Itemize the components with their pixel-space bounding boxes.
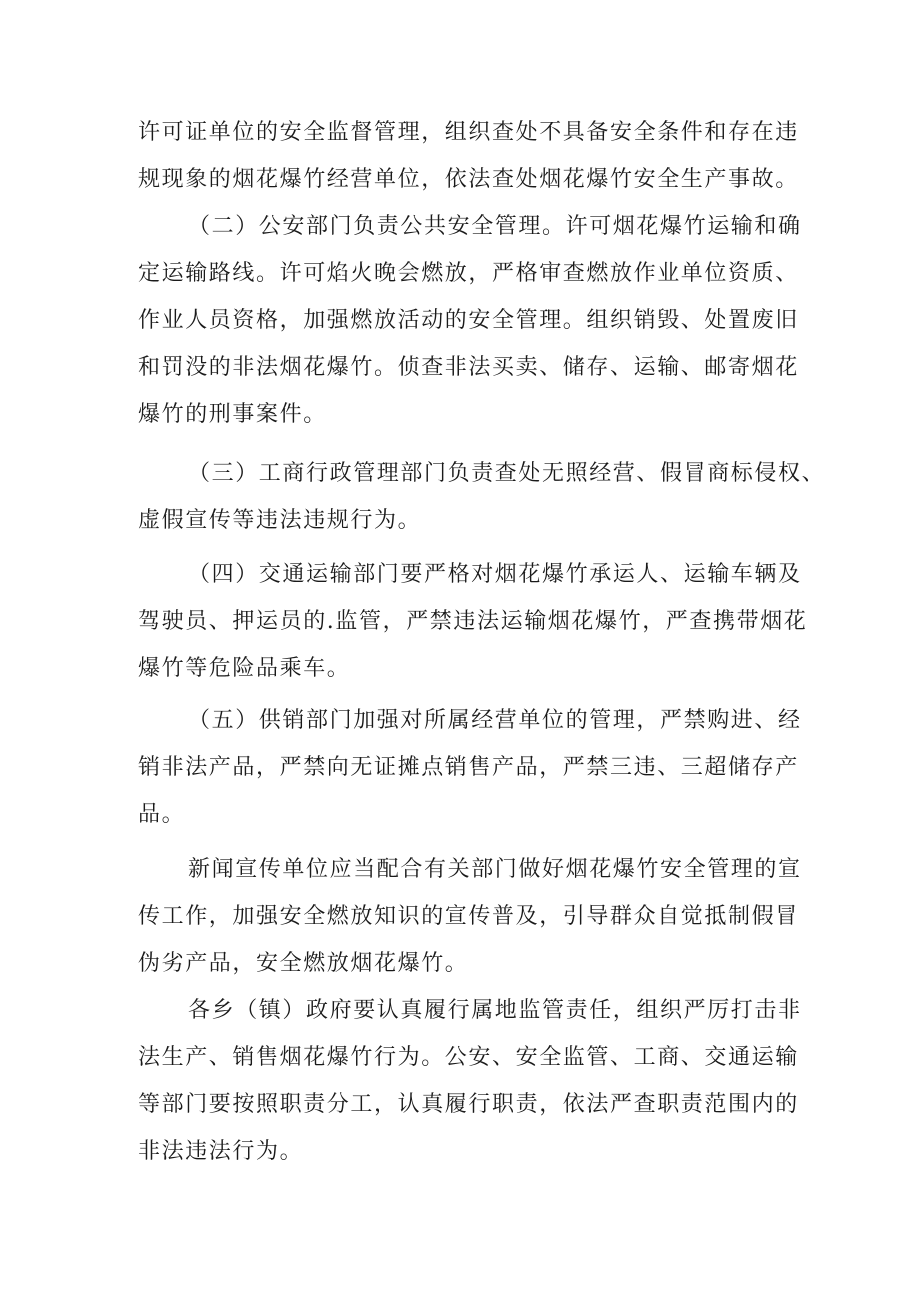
paragraph-line: 传工作，加强安全燃放知识的宣传普及，引导群众自觉抵制假冒	[138, 904, 799, 929]
paragraph-line: 非法违法行为。	[138, 1139, 304, 1164]
paragraph-line: 作业人员资格，加强燃放活动的安全管理。组织销毁、处置废旧	[138, 308, 799, 333]
paragraph-line: 新闻宣传单位应当配合有关部门做好烟花爆竹安全管理的宣	[188, 857, 802, 882]
paragraph-line: 销非法产品，严禁向无证摊点销售产品，严禁三违、三超储存产	[138, 755, 799, 780]
paragraph-line: 许可证单位的安全监督管理，组织查处不具备安全条件和存在违	[138, 120, 799, 145]
paragraph-line: （三）工商行政管理部门负责查处无照经营、假冒商标侵权、	[188, 461, 826, 486]
paragraph-line: 定运输路线。许可焰火晚会燃放，严格审查燃放作业单位资质、	[138, 261, 799, 286]
paragraph-line: （二）公安部门负责公共安全管理。许可烟花爆竹运输和确	[188, 214, 802, 239]
paragraph-line: 和罚没的非法烟花爆竹。侦查非法买卖、储存、运输、邮寄烟花	[138, 355, 799, 380]
paragraph-line: 爆竹的刑事案件。	[138, 402, 327, 427]
paragraph-line: 品。	[138, 802, 186, 827]
paragraph-line: 各乡（镇）政府要认真履行属地监管责任，组织严厉打击非	[188, 998, 802, 1023]
paragraph-line: 驾驶员、押运员的.监管，严禁违法运输烟花爆竹，严查携带烟花	[138, 609, 808, 634]
paragraph-line: 虚假宣传等违法违规行为。	[138, 508, 422, 533]
paragraph-line: 爆竹等危险品乘车。	[138, 656, 351, 681]
paragraph-line: （四）交通运输部门要严格对烟花爆竹承运人、运输车辆及	[188, 562, 802, 587]
paragraph-line: 规现象的烟花爆竹经营单位，依法查处烟花爆竹安全生产事故。	[138, 167, 799, 192]
paragraph-line: 伪劣产品，安全燃放烟花爆竹。	[138, 951, 469, 976]
paragraph-line: 等部门要按照职责分工，认真履行职责，依法严查职责范围内的	[138, 1092, 799, 1117]
paragraph-line: 法生产、销售烟花爆竹行为。公安、安全监管、工商、交通运输	[138, 1045, 799, 1070]
paragraph-line: （五）供销部门加强对所属经营单位的管理，严禁购进、经	[188, 708, 802, 733]
